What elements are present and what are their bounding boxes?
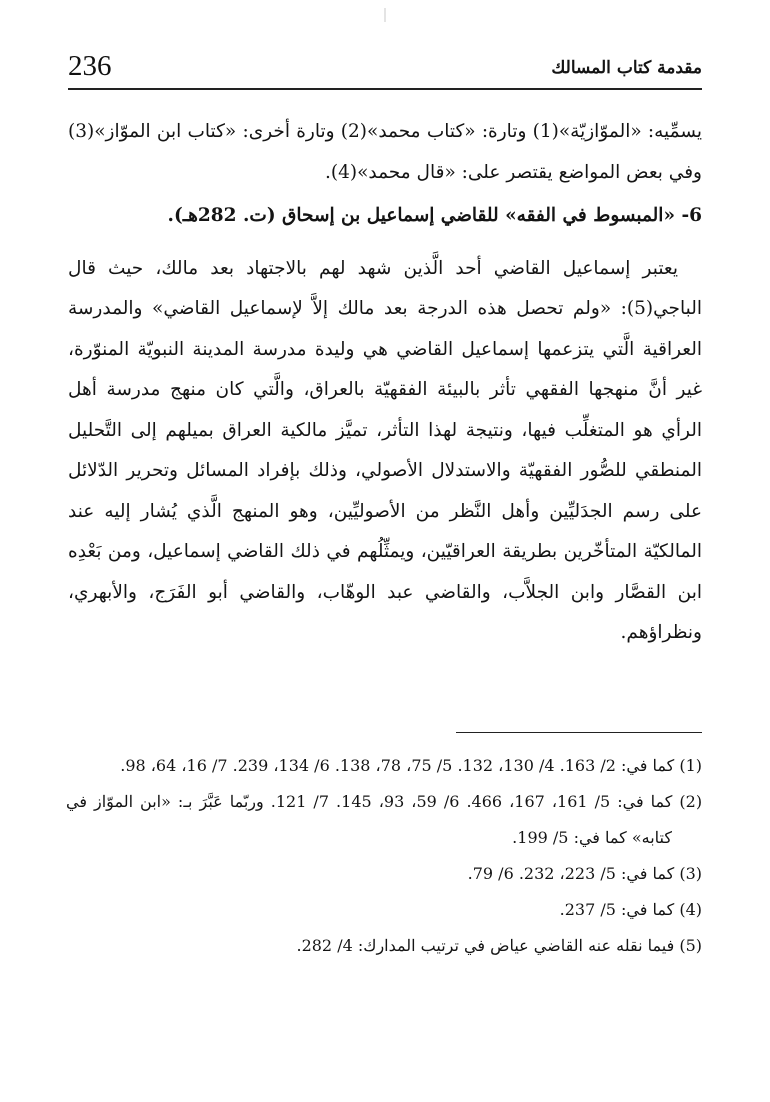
footnote-divider (456, 732, 702, 733)
paragraph-intro: يسمِّيه: «الموّازيّة»(1) وتارة: «كتاب محمد»(2) وتارة أخرى: «كتاب ابن الموّاز»(3) وفي بعض المواضع يقتصر على: «قال محمد»(4). (68, 121, 702, 183)
footnote-4: (4) كما في: 5/ 237. (559, 900, 702, 919)
footnote-5: (5) فيما نقله عنه القاضي عياض في ترتيب المدارك: 4/ 282. (296, 936, 702, 955)
footnote-2: (2) كما في: 5/ 161، 167، 466. 6/ 59، 93، 145. 7/ 121. وربّما عَبَّرَ بـ: «ابن الموّاز في كتابه» كما في: 5/ 199. (66, 792, 703, 847)
section-heading: 6- «المبسوط في الفقه» للقاضي إسماعيل بن إسحاق (ت. 282هـ). (167, 205, 702, 226)
body-text (68, 112, 702, 654)
scan-mark (384, 8, 386, 22)
footnote-3: (3) كما في: 5/ 223، 232. 6/ 79. (467, 864, 702, 883)
paragraph-main: يعتبر إسماعيل القاضي أحد الَّذين شهد لهم بالاجتهاد بعد مالك، حيث قال الباجي(5): «ولم تحصل هذه الدرجة بعد مالك إلاَّ لإسماعيل القاضي» والمدرسة العراقية الَّتي يتزعمها إسماعيل القاضي هي وليدة مدرسة المدينة النبويّة المنوّرة، غير أنَّ منهجها الفقهي تأثر بالبيئة الفقهيّة بالعراق، والَّتي كان منهج مدرسة أهل الرأي هو المتغلِّب فيها، ونتيجة لهذا التأثر، تميَّز مالكية العراق بميلهم إلى التَّحليل المنطقي للصُّور الفقهيّة والاستدلال الأصولي، وذلك بإفراد المسائل وتحرير الدّلائل على رسم الجدَليِّين وأهل النَّظر من الأصوليِّين، وهو المنهج الَّذي يُشار إليه عند المالكيّة المتأخّرين بطريقة العراقيّين، ويمثِّلُهم في ذلك القاضي إسماعيل، ومن بَعْدِه ابن القصَّار وابن الجلاَّب، والقاضي عبد الوهّاب، والقاضي أبو الفَرَج، والأبهري، ونظراؤهم. (68, 257, 702, 643)
footnotes (66, 748, 702, 964)
paragraph-gap (68, 237, 702, 249)
running-title: مقدمة كتاب المسالك (551, 58, 702, 78)
footnote-1: (1) كما في: 2/ 163. 4/ 130، 132. 5/ 75، 78، 138. 6/ 134، 239. 7/ 16، 64، 98. (120, 756, 702, 775)
page-header (68, 46, 702, 90)
page-number: 236 (68, 50, 112, 82)
